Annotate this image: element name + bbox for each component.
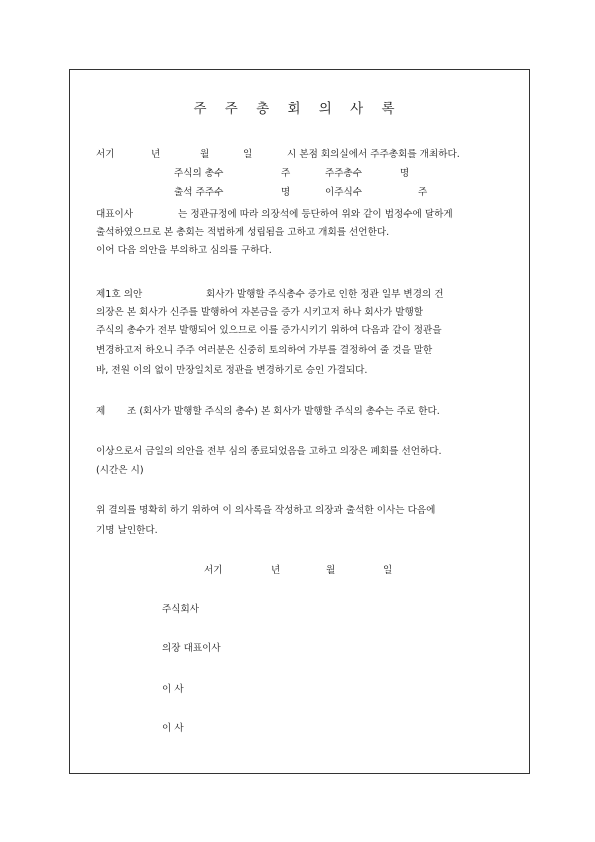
header-seogi: 서기 — [96, 149, 115, 160]
header-year: 년 — [151, 149, 161, 160]
total-holders-unit: 명 — [400, 168, 410, 179]
signature-company: 주식회사 — [162, 604, 200, 615]
header-day: 일 — [243, 149, 253, 160]
attest-line1: 위 결의를 명확히 하기 위하여 이 의사록을 작성하고 의장과 출석한 이사는 다음에 — [96, 505, 436, 516]
signature-chair: 의장 대표이사 — [162, 643, 221, 654]
opening-chair: 대표이사 — [96, 209, 134, 220]
date-day: 일 — [383, 565, 393, 576]
document-title: 주 주 총 회 의 사 록 — [193, 101, 402, 117]
signature-director-1: 이 사 — [162, 684, 184, 695]
date-year: 년 — [271, 565, 281, 576]
attend-shares-unit: 주 — [418, 187, 428, 198]
article-je: 제 — [96, 406, 106, 417]
opening-line3: 이어 다음 의안을 부의하고 심의를 구하다. — [96, 245, 272, 256]
opening-line2: 출석하였으므로 본 총회는 적법하게 성립됨을 고하고 개회를 선언한다. — [96, 227, 390, 238]
agenda-label: 제1호 의안 — [96, 289, 143, 300]
agenda-line5: 바, 전원 이의 없이 만장일치로 정관을 변경하기로 승인 가결되다. — [96, 365, 368, 376]
closing-line2: (시간은 시) — [96, 465, 144, 476]
opening-line1: 는 정관규정에 따라 의장석에 등단하여 위와 같이 법정수에 달하게 — [178, 209, 453, 220]
total-shares-unit: 주 — [281, 168, 291, 179]
header-month: 월 — [200, 149, 210, 160]
attend-shares-label: 이주식수 — [325, 187, 363, 198]
agenda-line1: 회사가 발행할 주식총수 증가로 인한 정관 일부 변경의 건 — [206, 289, 444, 300]
attest-line2: 기명 날인한다. — [96, 525, 158, 536]
attend-holders-label: 출석 주주수 — [174, 187, 224, 198]
agenda-line4: 변경하고저 하오니 주주 여러분은 신중히 토의하여 가부를 결정하여 줄 것을 말한 — [96, 345, 433, 356]
article-text: 조 (회사가 발행할 주식의 총수) 본 회사가 발행할 주식의 총수는 주로 한다. — [127, 406, 440, 417]
agenda-line3: 주식의 총수가 전부 발행되어 있으므로 이를 증가시키기 위하여 다음과 같이 정관을 — [96, 325, 442, 336]
total-shares-label: 주식의 총수 — [174, 168, 224, 179]
document-frame — [69, 69, 530, 774]
closing-line1: 이상으로서 금일의 의안을 전부 심의 종료되었음을 고하고 의장은 폐회를 선언하다. — [96, 446, 442, 457]
date-seogi: 서기 — [204, 565, 223, 576]
agenda-line2: 의장은 본 회사가 신주를 발행하여 자본금을 증가 시키고저 하나 회사가 발행할 — [96, 307, 424, 318]
total-holders-label: 주주총수 — [325, 168, 363, 179]
date-month: 월 — [326, 565, 336, 576]
attend-holders-unit: 명 — [281, 187, 291, 198]
header-rest: 시 본점 회의실에서 주주총회를 개최하다. — [287, 149, 460, 160]
signature-director-2: 이 사 — [162, 723, 184, 734]
